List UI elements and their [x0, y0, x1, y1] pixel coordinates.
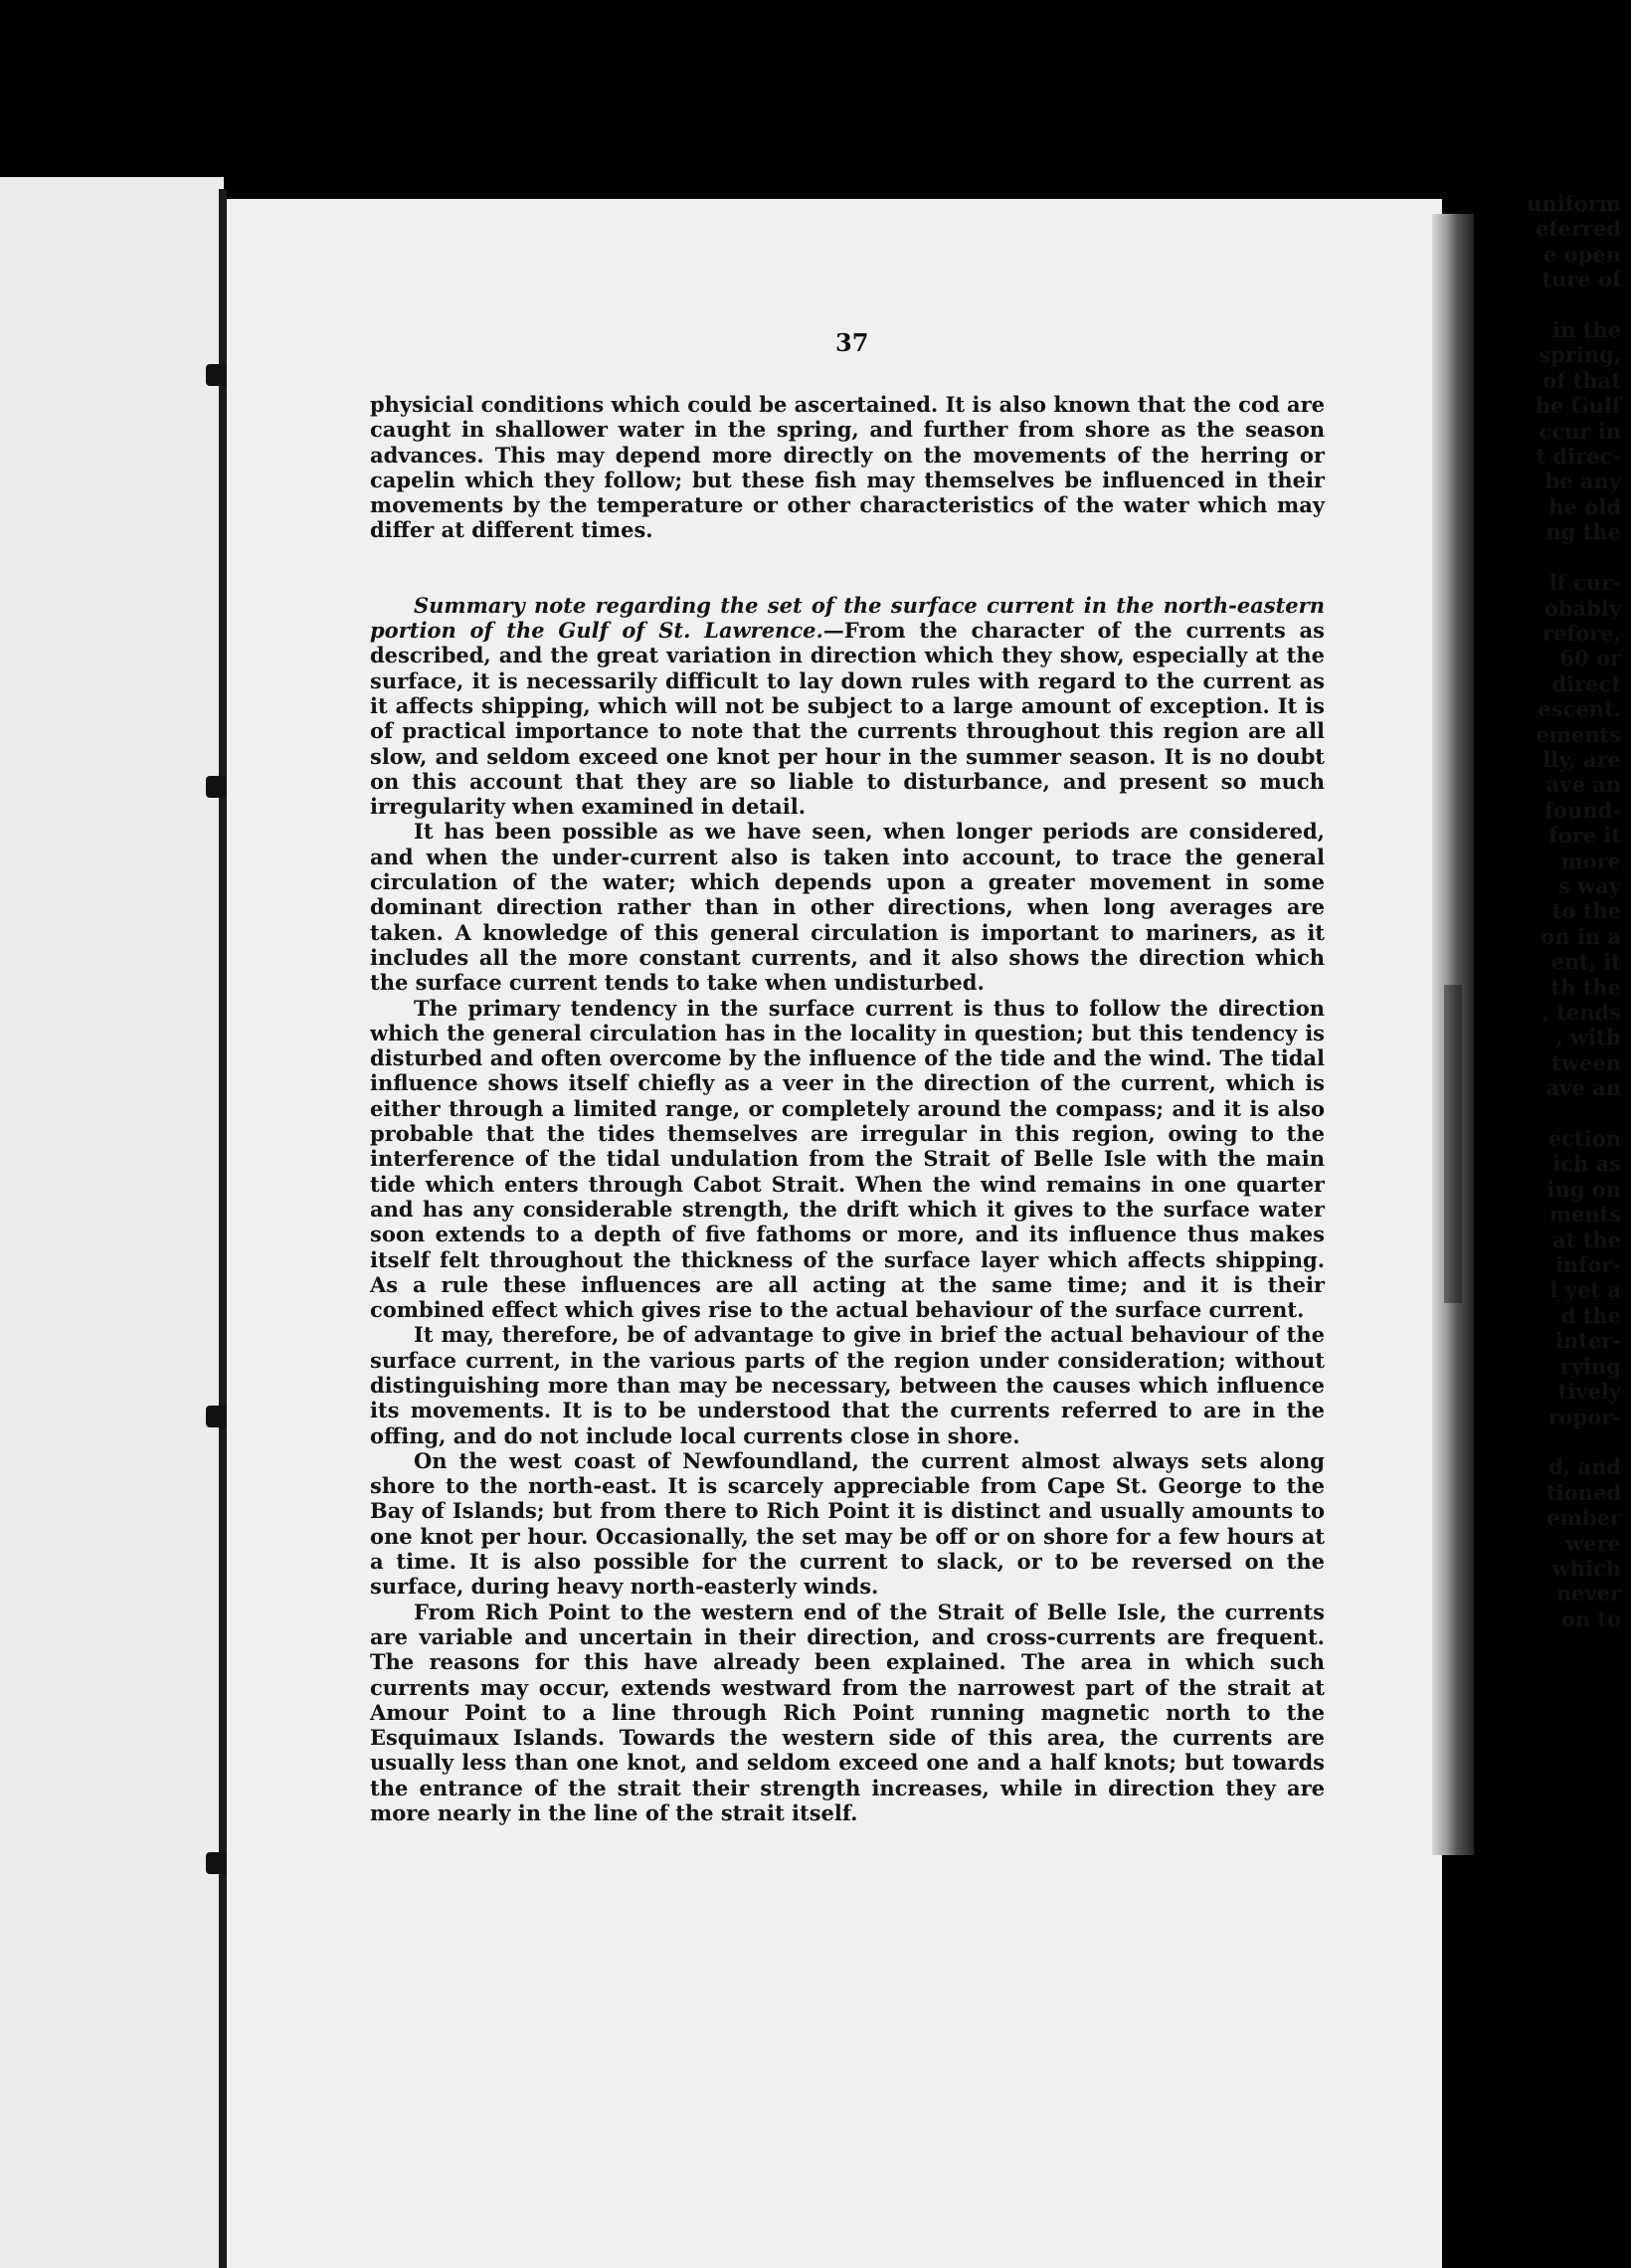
page-number: 37: [835, 328, 869, 357]
left-page-line: lf cur-: [1548, 570, 1621, 596]
left-page-line: 60 or: [1559, 646, 1621, 671]
left-page-line: t direc-: [1536, 444, 1621, 470]
left-page-line: found-: [1544, 797, 1621, 823]
left-page-line: rying: [1559, 1353, 1621, 1379]
page-edge-shadow: [1444, 985, 1462, 1303]
left-page-line: ing on: [1546, 1176, 1621, 1202]
left-page-line: inter-: [1554, 1328, 1621, 1354]
left-page-line: tioned: [1546, 1479, 1621, 1505]
left-page-line: tively: [1557, 1379, 1621, 1405]
paragraph: It has been possible as we have seen, when longer periods are considered, and when the under-current also is taken into account, to trace the general circulation of the water; which depends upon a greater movement in some dominant direction rather than in other directions, when long averages are taken. A knowledge of this general circulation is important to mariners, as it includes all the more constant currents, and it also shows the direction which the surface current tends to take when undisturbed.: [370, 819, 1325, 996]
left-page-line: ember: [1546, 1505, 1621, 1531]
paragraph-text: —From the character of the currents as described, and the great variation in direction which they show, especially at the surface, it is necessarily difficult to lay down rules with regard to the current as it affects shipping, which will not be subject to a large amount of exception. It is of practical importance to note that the currents throughout this region are all slow, and seldom exceed one knot per hour in the summer season. It is no doubt on this account that they are so liable to disturbance, and present so much irregularity when examined in detail.: [370, 618, 1325, 820]
left-page-line: uniform: [1527, 191, 1621, 216]
left-page-line: obably: [1543, 595, 1621, 621]
body-text: [370, 392, 1325, 1825]
left-page-line: ave an: [1545, 1075, 1621, 1101]
left-page-line: th the: [1550, 974, 1621, 1000]
left-page-line: , with: [1555, 1025, 1621, 1050]
paragraph: On the west coast of Newfoundland, the current almost always sets along shore to the north-east. It is scarcely appreciable from Cape St. George to the Bay of Islands; but from there to Rich Point it is distinct and usually amounts to one knot per hour. Occasionally, the set may be off or on shore for a few hours at a time. It is also possible for the current to slack, or to be reversed on the surface, during heavy north-easterly winds.: [370, 1447, 1325, 1600]
left-page-fragment: [0, 177, 224, 2268]
left-page-line: d the: [1560, 1302, 1621, 1328]
left-page-line: d, and: [1548, 1454, 1621, 1480]
left-page-line: ropor-: [1547, 1404, 1621, 1429]
left-page-line: ments: [1548, 1202, 1621, 1228]
left-page-line: spring,: [1539, 342, 1621, 368]
left-page-line: never: [1555, 1581, 1621, 1606]
left-page-line: ements: [1536, 721, 1621, 747]
left-page-line: at the: [1552, 1227, 1621, 1252]
left-page-line: eferred: [1536, 216, 1621, 242]
left-page-line: ng the: [1545, 519, 1621, 545]
left-page-line: s way: [1557, 872, 1621, 898]
left-page-line: direct: [1551, 670, 1621, 696]
left-page-line: which: [1551, 1555, 1621, 1581]
left-page-line: l yet a: [1549, 1277, 1621, 1303]
left-page-line: infor-: [1554, 1252, 1621, 1278]
left-page-line: ave an: [1545, 772, 1621, 798]
paragraph: From Rich Point to the western end of the Strait of Belle Isle, the currents are variable and uncertain in their direction, and cross-currents are frequent. The reasons for this have already been explained. The area in which such currents may occur, extends westward from the narrowest part of the strait at Amour Point to a line through Rich Point running magnetic north to the Esquimaux Islands. Towards the western side of this area, the currents are usually less than one knot, and seldom exceed one and a half knots; but towards the entrance of the strait their strength increases, while in direction they are more nearly in the line of the strait itself.: [370, 1599, 1325, 1826]
left-page-line: e open: [1543, 241, 1621, 267]
left-page-line: , tends: [1541, 1000, 1621, 1025]
paragraph: The primary tendency in the surface current is thus to follow the direction which the general circulation has in the locality in question; but this tendency is disturbed and often overcome by the influence of the tide and the wind. The tidal influence shows itself chiefly as a veer in the direction of the current, which is either through a limited range, or completely around the compass; and it is also probable that the tides themselves are irregular in this region, owing to the interference of the tidal undulation from the Strait of Belle Isle with the main tide which enters through Cabot Strait. When the wind remains in one quarter and has any considerable strength, the drift which it gives to the surface water soon extends to a depth of five fathoms or more, and its influence thus makes itself felt throughout the thickness of the surface layer which affects shipping. As a rule these influences are all acting at the same time; and it is their combined effect which gives rise to the actual behaviour of the surface current.: [370, 995, 1325, 1323]
left-page-line: in the: [1552, 317, 1621, 343]
book-gutter: [219, 189, 227, 2268]
left-page-line: on to: [1560, 1606, 1621, 1631]
left-page-line: escent.: [1538, 696, 1621, 722]
left-page-line: he old: [1548, 493, 1621, 519]
paragraph-summary-note: [370, 593, 1325, 820]
left-page-line: were: [1565, 1530, 1621, 1556]
left-page-line: ture of: [1541, 267, 1621, 292]
left-page-line: tween: [1551, 1049, 1621, 1075]
section-heading-italic: Summary note regarding the set of the surface current in the north-eastern portion of the Gulf of St. Lawrence.: [370, 592, 1325, 644]
left-page-line: ich as: [1552, 1151, 1621, 1177]
left-page-line: fore it: [1548, 823, 1621, 849]
paragraph: It may, therefore, be of advantage to give in brief the actual behaviour of the surface current, in the various parts of the region under consideration; without distinguishing more than may be necessary, between the causes which influence its movements. It is to be understood that the currents referred to are in the offing, and do not include local currents close in shore.: [370, 1322, 1325, 1448]
left-page-line: ection: [1547, 1126, 1621, 1152]
left-page-line: lly, are: [1542, 746, 1621, 772]
paragraph: physicial conditions which could be ascertained. It is also known that the cod are caught in shallower water in the spring, and further from shore as the season advances. This may depend more directly on the movements of the herring or capelin which they follow; but these fish may themselves be influenced in their movements by the temperature or other characteristics of the water which may differ at different times.: [370, 392, 1325, 543]
left-page-line: ent, it: [1550, 949, 1621, 975]
left-page-line: he Gulf: [1535, 393, 1621, 419]
left-page-line: to the: [1551, 898, 1621, 924]
left-page-line: be any: [1544, 469, 1621, 494]
left-page-line: ccur in: [1539, 418, 1621, 444]
left-page-line: on in a: [1540, 923, 1621, 949]
left-page-line: more: [1560, 848, 1621, 873]
left-page-line: refore,: [1541, 620, 1621, 646]
left-page-line: of that: [1542, 367, 1621, 393]
